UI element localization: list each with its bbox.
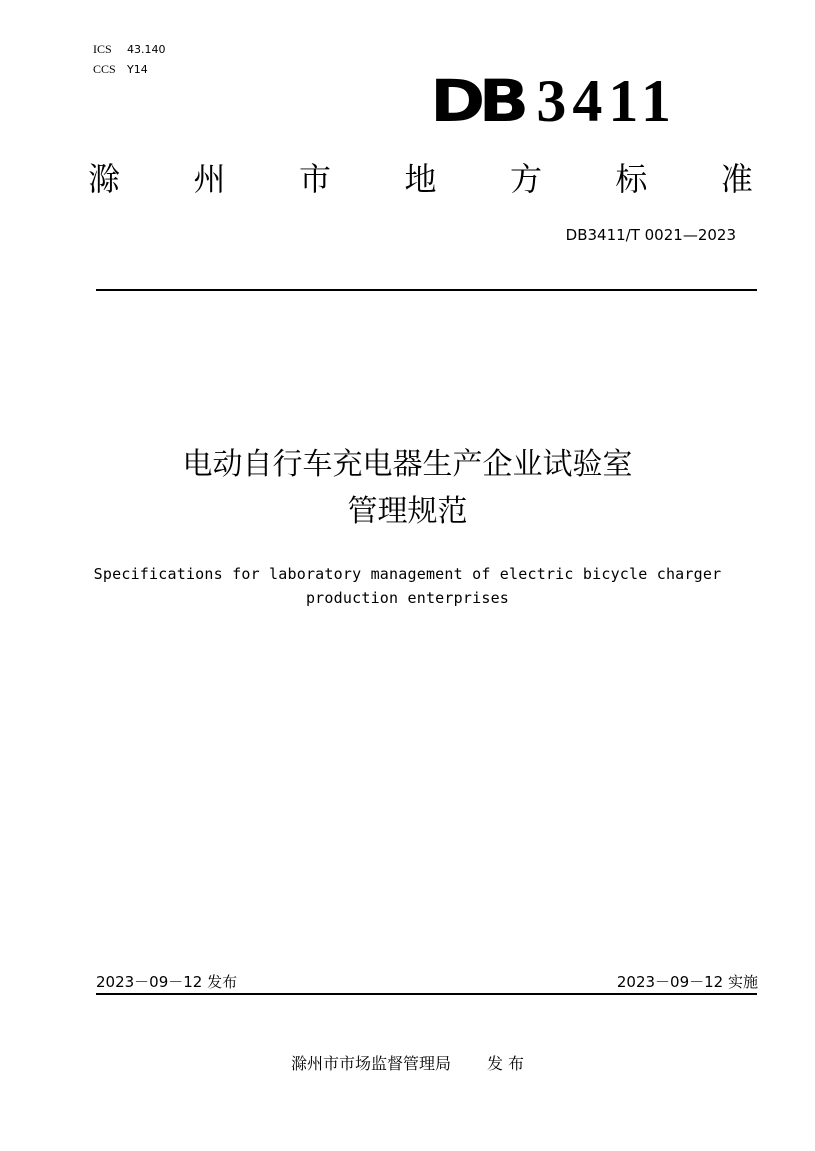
implement-date: 2023－09－12 实施 bbox=[616, 973, 758, 991]
standard-type-char: 市 bbox=[298, 160, 331, 198]
standard-code: DB3411/T 0021—2023 bbox=[565, 226, 736, 244]
top-rule bbox=[96, 289, 757, 291]
publisher bbox=[0, 1054, 815, 1074]
ccs-line bbox=[93, 62, 148, 77]
publisher-action: 发 布 bbox=[486, 1054, 525, 1073]
ccs-value: Y14 bbox=[127, 63, 148, 76]
bottom-rule bbox=[96, 993, 757, 995]
publish-date: 2023－09－12 发布 bbox=[96, 973, 238, 991]
standard-type-char: 标 bbox=[615, 160, 648, 198]
ccs-label: CCS bbox=[93, 62, 116, 76]
standard-type-char: 地 bbox=[404, 160, 437, 198]
ics-value: 43.140 bbox=[127, 43, 166, 56]
publisher-org: 滁州市市场监督管理局 bbox=[290, 1054, 451, 1073]
standard-type-char: 滁 bbox=[88, 160, 121, 198]
standard-type-char: 准 bbox=[720, 160, 753, 198]
ics-label: ICS bbox=[93, 42, 112, 56]
db-logo-letters: DB bbox=[430, 67, 523, 135]
ics-line bbox=[93, 42, 166, 57]
title-cn-line1: 电动自行车充电器生产企业试验室 bbox=[182, 447, 633, 482]
db-logo-number: 3411 bbox=[536, 68, 678, 134]
title-cn-line2: 管理规范 bbox=[347, 494, 468, 529]
title-en-line1: Specifications for laboratory management of electric bicycle charger bbox=[93, 565, 722, 583]
standard-type-char: 州 bbox=[193, 160, 226, 198]
standard-type-char: 方 bbox=[509, 160, 542, 198]
standard-type-title bbox=[88, 160, 753, 198]
db-logo bbox=[430, 67, 678, 135]
title-en-line2: production enterprises bbox=[305, 589, 510, 607]
